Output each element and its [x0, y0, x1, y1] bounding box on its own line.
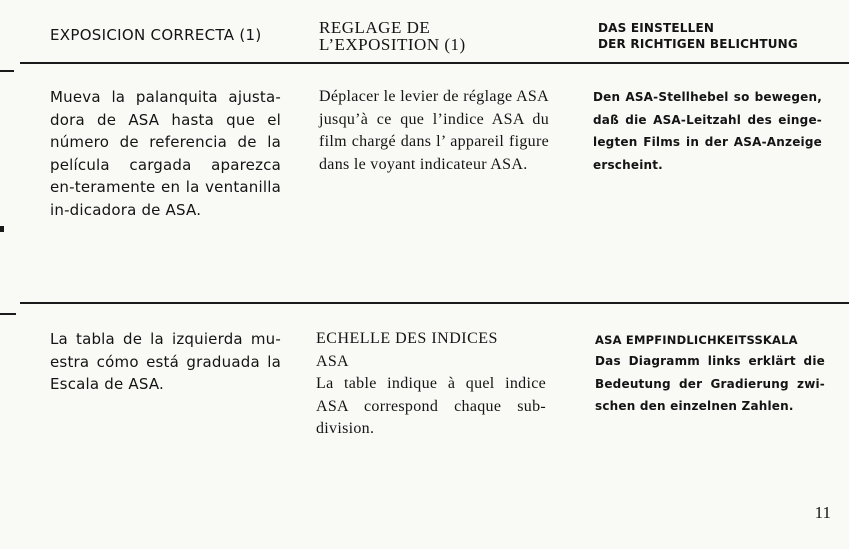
section-divider: [20, 302, 849, 304]
page-number: 11: [814, 503, 831, 522]
section2-fr-title1: ECHELLE DES INDICES: [316, 330, 498, 347]
section1-fr-text: Déplacer le levier de réglage ASA jusqu’à ce que l’indice ASA du film chargé dans l’ appareil figure dans le voyant indicateur ASA.: [319, 88, 549, 173]
header-de-line2: DER RICHTIGEN BELICHTUNG: [598, 37, 798, 51]
header-fr-line2: L’EXPOSITION (1): [319, 35, 466, 54]
margin-mark: [0, 313, 16, 315]
section2-de-block: [595, 330, 825, 418]
header-fr-line1: REGLAGE DE: [319, 18, 431, 37]
header-es: EXPOSICION CORRECTA (1): [50, 26, 262, 44]
header-de: [598, 20, 798, 52]
header-de-line1: DAS EINSTELLEN: [598, 21, 715, 35]
margin-mark: [0, 226, 4, 232]
section2-de-title: ASA EMPFINDLICHKEITSSKALA: [595, 333, 798, 347]
section2-fr-title2: ASA: [316, 352, 349, 370]
section2-fr-block: [316, 328, 546, 441]
section1-es-text: Mueva la palanquita ajusta-dora de ASA hasta que el número de referencia de la película cargada aparezca en-teramente en la ventanilla in-dicadora de ASA.: [50, 88, 281, 219]
header-divider: [20, 62, 849, 64]
margin-mark: [0, 70, 14, 72]
section2-de-text: Das Diagramm links erklärt die Bedeutung der Gradierung zwi-schen den einzelnen Zahlen.: [595, 354, 825, 414]
section1-de-text: Den ASA-Stellhebel so bewegen, daß die ASA-Leitzahl des einge-legten Films in der ASA-Anzeige erscheint.: [593, 90, 822, 172]
section2-es-text: La tabla de la izquierda mu-estra cómo está graduada la Escala de ASA.: [50, 330, 281, 394]
section2-fr-text: La table indique à quel indice ASA correspond chaque sub-division.: [316, 375, 546, 438]
header-fr: [319, 19, 466, 53]
